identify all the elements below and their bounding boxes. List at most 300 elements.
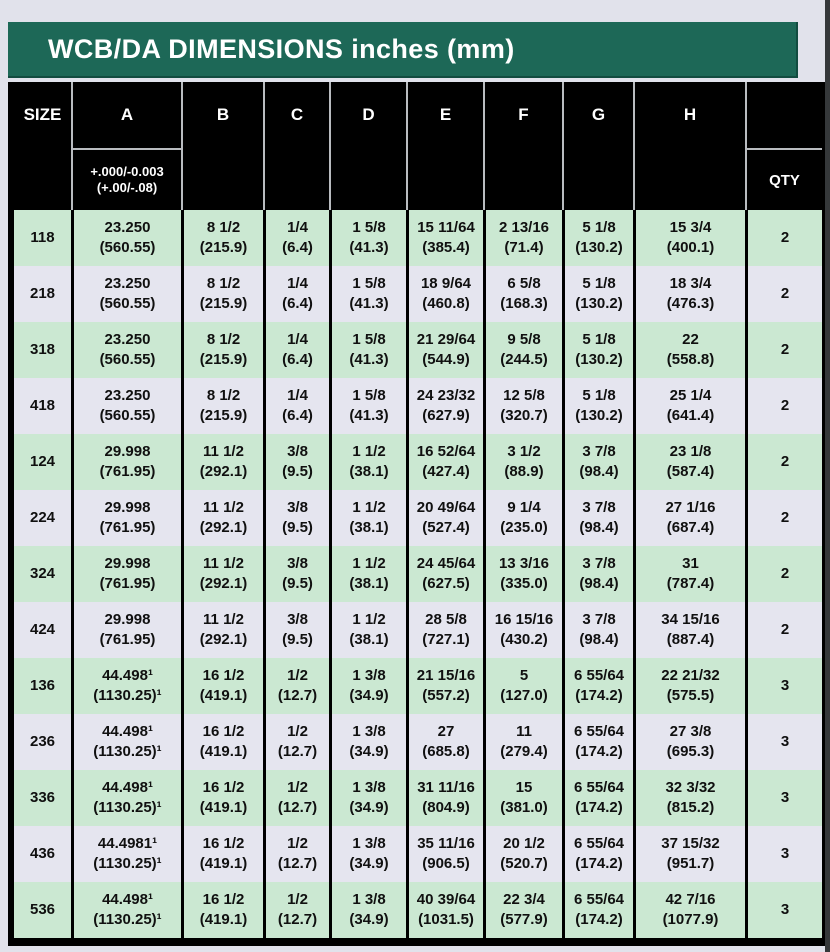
mm-value: (215.9): [199, 351, 248, 368]
mm-value: (804.9): [422, 799, 470, 816]
inches-value: 11 1/2: [203, 443, 244, 460]
mm-value: (41.3): [349, 239, 389, 256]
tolerance-mm: (+.00/-.08): [96, 180, 158, 195]
inches-value: 15 11/64: [417, 219, 475, 236]
inches-value: 1/2: [287, 891, 308, 908]
dim-c-cell: [263, 826, 329, 882]
dim-e-cell: [406, 546, 483, 602]
mm-value: (1130.25)¹: [93, 911, 162, 928]
size-cell: 136: [14, 658, 71, 714]
table-row: [14, 546, 822, 602]
mm-value: (235.0): [500, 519, 548, 536]
dim-g-cell: [562, 378, 633, 434]
qty-cell: 2: [745, 266, 822, 322]
dim-b-cell: [181, 602, 263, 658]
qty-cell: 3: [745, 826, 822, 882]
inches-value: 3/8: [287, 499, 308, 516]
inches-value: 44.498¹: [102, 723, 153, 740]
dim-h-cell: [633, 322, 745, 378]
dim-f-cell: [483, 490, 562, 546]
dim-b-cell: [181, 266, 263, 322]
mm-value: (560.55): [99, 295, 156, 312]
inches-value: 3 7/8: [582, 611, 616, 628]
mm-value: (560.55): [99, 407, 156, 424]
header-qty-spacer: [745, 82, 822, 148]
dim-g-cell: [562, 658, 633, 714]
mm-value: (787.4): [666, 575, 715, 592]
inches-value: 16 1/2: [202, 723, 245, 740]
inches-value: 11 1/2: [203, 555, 244, 572]
mm-value: (9.5): [282, 575, 313, 592]
header-col-a: A: [71, 82, 181, 148]
mm-value: (761.95): [99, 575, 156, 592]
dim-f-cell: [483, 658, 562, 714]
inches-value: 27 1/16: [665, 499, 716, 516]
inches-value: 32 3/32: [665, 779, 716, 796]
inches-value: 3 7/8: [582, 555, 616, 572]
dim-c-cell: [263, 546, 329, 602]
mm-value: (460.8): [422, 295, 470, 312]
mm-value: (38.1): [349, 631, 389, 648]
size-cell: 436: [14, 826, 71, 882]
inches-value: 6 55/64: [573, 667, 625, 684]
mm-value: (130.2): [575, 407, 623, 424]
dim-c-cell: [263, 490, 329, 546]
table-row: [14, 434, 822, 490]
inches-value: 1 3/8: [352, 667, 386, 684]
inches-value: 16 52/64: [416, 443, 476, 460]
mm-value: (558.8): [666, 351, 715, 368]
mm-value: (560.55): [99, 239, 156, 256]
mm-value: (951.7): [666, 855, 715, 872]
mm-value: (6.4): [282, 295, 313, 312]
mm-value: (320.7): [500, 407, 548, 424]
mm-value: (34.9): [349, 911, 389, 928]
mm-value: (527.4): [422, 519, 470, 536]
mm-value: (887.4): [666, 631, 715, 648]
table-row: [14, 378, 822, 434]
mm-value: (1130.25)¹: [93, 799, 162, 816]
qty-cell: 2: [745, 546, 822, 602]
table-row: [14, 714, 822, 770]
mm-value: (419.1): [199, 687, 248, 704]
mm-value: (292.1): [199, 575, 248, 592]
inches-value: 31 11/16: [417, 779, 475, 796]
table-row: [14, 602, 822, 658]
mm-value: (9.5): [282, 631, 313, 648]
table-row: [14, 770, 822, 826]
mm-value: (400.1): [666, 239, 715, 256]
dim-g-cell: [562, 434, 633, 490]
dim-e-cell: [406, 770, 483, 826]
inches-value: 44.498¹: [102, 779, 153, 796]
dim-a-cell: [71, 714, 181, 770]
mm-value: (71.4): [504, 239, 544, 256]
table-row: [14, 266, 822, 322]
dim-f-cell: [483, 826, 562, 882]
dim-f-cell: [483, 546, 562, 602]
mm-value: (761.95): [99, 463, 156, 480]
inches-value: 23.250: [104, 275, 151, 292]
dim-a-cell: [71, 210, 181, 266]
inches-value: 15: [515, 779, 533, 796]
inches-value: 1/4: [287, 331, 308, 348]
table-row: [14, 322, 822, 378]
mm-value: (34.9): [349, 855, 389, 872]
mm-value: (9.5): [282, 519, 313, 536]
dim-b-cell: [181, 434, 263, 490]
inches-value: 3 7/8: [582, 499, 616, 516]
dim-c-cell: [263, 210, 329, 266]
inches-value: 12 5/8: [503, 387, 545, 404]
inches-value: 1/4: [287, 275, 308, 292]
mm-value: (244.5): [500, 351, 548, 368]
dim-b-cell: [181, 322, 263, 378]
inches-value: 27 3/8: [669, 723, 712, 740]
mm-value: (761.95): [99, 519, 156, 536]
tolerance-inches: +.000/-0.003: [90, 164, 164, 179]
mm-value: (174.2): [575, 855, 623, 872]
size-cell: 318: [14, 322, 71, 378]
qty-cell: 3: [745, 882, 822, 938]
dim-a-cell: [71, 602, 181, 658]
mm-value: (12.7): [277, 855, 318, 872]
mm-value: (427.4): [422, 463, 470, 480]
header-col-h: H: [633, 82, 745, 148]
mm-value: (419.1): [199, 911, 248, 928]
dim-a-cell: [71, 322, 181, 378]
size-cell: 224: [14, 490, 71, 546]
size-cell: 324: [14, 546, 71, 602]
header-b-spacer: [181, 148, 263, 210]
inches-value: 3 7/8: [582, 443, 616, 460]
inches-value: 29.998: [104, 611, 151, 628]
dim-e-cell: [406, 826, 483, 882]
mm-value: (9.5): [282, 463, 313, 480]
inches-value: 5 1/8: [582, 219, 616, 236]
mm-value: (215.9): [199, 407, 248, 424]
inches-value: 42 7/16: [665, 891, 716, 908]
qty-cell: 2: [745, 434, 822, 490]
mm-value: (34.9): [349, 799, 389, 816]
mm-value: (627.9): [422, 407, 470, 424]
qty-cell: 2: [745, 378, 822, 434]
mm-value: (6.4): [282, 407, 313, 424]
header-a-tolerance: [71, 148, 181, 210]
dim-f-cell: [483, 434, 562, 490]
dim-a-cell: [71, 658, 181, 714]
header-e-spacer: [406, 148, 483, 210]
inches-value: 3/8: [287, 555, 308, 572]
inches-value: 1 5/8: [352, 387, 386, 404]
mm-value: (476.3): [666, 295, 715, 312]
mm-value: (419.1): [199, 743, 248, 760]
inches-value: 1 1/2: [352, 555, 386, 572]
inches-value: 5: [519, 667, 529, 684]
mm-value: (906.5): [422, 855, 470, 872]
inches-value: 8 1/2: [206, 275, 241, 292]
dim-g-cell: [562, 882, 633, 938]
mm-value: (1130.25)¹: [93, 855, 162, 872]
inches-value: 3 1/2: [507, 443, 541, 460]
mm-value: (695.3): [666, 743, 715, 760]
size-cell: 536: [14, 882, 71, 938]
inches-value: 16 1/2: [202, 891, 245, 908]
mm-value: (1077.9): [662, 911, 719, 928]
dim-a-cell: [71, 546, 181, 602]
size-cell: 424: [14, 602, 71, 658]
inches-value: 11 1/2: [203, 611, 244, 628]
mm-value: (215.9): [199, 239, 248, 256]
dim-e-cell: [406, 490, 483, 546]
dim-h-cell: [633, 490, 745, 546]
dim-d-cell: [329, 322, 406, 378]
inches-value: 27: [437, 723, 455, 740]
dim-a-cell: [71, 490, 181, 546]
dim-a-cell: [71, 434, 181, 490]
dim-g-cell: [562, 714, 633, 770]
inches-value: 16 15/16: [494, 611, 554, 628]
mm-value: (12.7): [277, 687, 318, 704]
dim-h-cell: [633, 882, 745, 938]
dim-d-cell: [329, 658, 406, 714]
inches-value: 29.998: [104, 555, 151, 572]
mm-value: (168.3): [500, 295, 548, 312]
size-cell: 124: [14, 434, 71, 490]
header-h-spacer: [633, 148, 745, 210]
dim-h-cell: [633, 378, 745, 434]
inches-value: 11: [516, 723, 532, 740]
inches-value: 18 9/64: [420, 275, 472, 292]
mm-value: (587.4): [666, 463, 715, 480]
dim-h-cell: [633, 826, 745, 882]
dim-d-cell: [329, 266, 406, 322]
dim-h-cell: [633, 434, 745, 490]
inches-value: 16 1/2: [202, 835, 245, 852]
inches-value: 29.998: [104, 499, 151, 516]
mm-value: (419.1): [199, 855, 248, 872]
dim-h-cell: [633, 546, 745, 602]
header-g-spacer: [562, 148, 633, 210]
inches-value: 16 1/2: [202, 779, 245, 796]
header-col-f: F: [483, 82, 562, 148]
header-size-spacer: [14, 148, 71, 210]
inches-value: 6 55/64: [573, 891, 625, 908]
table-row: [14, 826, 822, 882]
dim-c-cell: [263, 434, 329, 490]
inches-value: 1 5/8: [352, 275, 386, 292]
mm-value: (38.1): [349, 519, 389, 536]
mm-value: (727.1): [422, 631, 470, 648]
dim-a-cell: [71, 378, 181, 434]
header-qty: QTY: [745, 148, 822, 210]
dim-b-cell: [181, 490, 263, 546]
page-edge-border: [825, 0, 830, 952]
mm-value: (98.4): [579, 519, 619, 536]
qty-cell: 2: [745, 490, 822, 546]
mm-value: (38.1): [349, 463, 389, 480]
mm-value: (6.4): [282, 351, 313, 368]
qty-cell: 3: [745, 658, 822, 714]
inches-value: 15 3/4: [669, 219, 712, 236]
mm-value: (557.2): [422, 687, 470, 704]
dim-g-cell: [562, 266, 633, 322]
inches-value: 1 3/8: [352, 779, 386, 796]
mm-value: (41.3): [349, 407, 389, 424]
inches-value: 3/8: [287, 443, 308, 460]
table-row: [14, 882, 822, 938]
dim-g-cell: [562, 602, 633, 658]
dim-f-cell: [483, 714, 562, 770]
dim-d-cell: [329, 826, 406, 882]
dim-c-cell: [263, 266, 329, 322]
inches-value: 22 3/4: [503, 891, 545, 908]
mm-value: (174.2): [575, 687, 623, 704]
mm-value: (292.1): [199, 519, 248, 536]
dim-b-cell: [181, 770, 263, 826]
inches-value: 1/4: [287, 387, 308, 404]
size-cell: 218: [14, 266, 71, 322]
inches-value: 37 15/32: [661, 835, 720, 852]
dim-e-cell: [406, 434, 483, 490]
dim-g-cell: [562, 770, 633, 826]
page-title: WCB/DA DIMENSIONS inches (mm): [48, 33, 515, 64]
mm-value: (215.9): [199, 295, 248, 312]
dim-a-cell: [71, 882, 181, 938]
inches-value: 1 1/2: [352, 499, 386, 516]
inches-value: 23.250: [104, 219, 151, 236]
mm-value: (577.9): [500, 911, 548, 928]
table-header: [14, 82, 822, 210]
inches-value: 2 13/16: [498, 219, 550, 236]
inches-value: 6 5/8: [507, 275, 541, 292]
dim-b-cell: [181, 378, 263, 434]
dim-c-cell: [263, 770, 329, 826]
dim-a-cell: [71, 770, 181, 826]
dim-e-cell: [406, 378, 483, 434]
dim-f-cell: [483, 378, 562, 434]
dim-d-cell: [329, 882, 406, 938]
mm-value: (98.4): [579, 631, 619, 648]
mm-value: (385.4): [422, 239, 470, 256]
inches-value: 1 1/2: [352, 611, 386, 628]
inches-value: 8 1/2: [206, 387, 241, 404]
dim-b-cell: [181, 714, 263, 770]
mm-value: (560.55): [99, 351, 156, 368]
dim-d-cell: [329, 602, 406, 658]
inches-value: 9 5/8: [507, 331, 541, 348]
inches-value: 1/2: [287, 779, 308, 796]
dim-h-cell: [633, 714, 745, 770]
table-row: [14, 658, 822, 714]
dim-e-cell: [406, 210, 483, 266]
inches-value: 29.998: [104, 443, 151, 460]
mm-value: (98.4): [579, 575, 619, 592]
inches-value: 11 1/2: [203, 499, 244, 516]
dim-g-cell: [562, 210, 633, 266]
mm-value: (381.0): [500, 799, 548, 816]
dim-e-cell: [406, 322, 483, 378]
dim-h-cell: [633, 602, 745, 658]
dim-a-cell: [71, 266, 181, 322]
mm-value: (627.5): [422, 575, 470, 592]
inches-value: 28 5/8: [425, 611, 467, 628]
inches-value: 1/2: [287, 723, 308, 740]
dim-e-cell: [406, 602, 483, 658]
inches-value: 1/2: [287, 667, 308, 684]
dim-d-cell: [329, 714, 406, 770]
mm-value: (1130.25)¹: [93, 743, 162, 760]
mm-value: (12.7): [277, 743, 318, 760]
size-cell: 236: [14, 714, 71, 770]
inches-value: 1/4: [287, 219, 308, 236]
dim-h-cell: [633, 266, 745, 322]
mm-value: (130.2): [575, 351, 623, 368]
inches-value: 44.498¹: [102, 891, 153, 908]
dim-d-cell: [329, 546, 406, 602]
mm-value: (1130.25)¹: [93, 687, 162, 704]
inches-value: 5 1/8: [582, 331, 616, 348]
qty-cell: 3: [745, 714, 822, 770]
dim-g-cell: [562, 322, 633, 378]
inches-value: 34 15/16: [661, 611, 720, 628]
mm-value: (292.1): [199, 463, 248, 480]
qty-cell: 2: [745, 602, 822, 658]
mm-value: (520.7): [500, 855, 548, 872]
inches-value: 44.498¹: [102, 667, 153, 684]
inches-value: 23 1/8: [669, 443, 712, 460]
dim-b-cell: [181, 826, 263, 882]
dim-h-cell: [633, 658, 745, 714]
mm-value: (34.9): [349, 687, 389, 704]
mm-value: (685.8): [422, 743, 470, 760]
mm-value: (41.3): [349, 351, 389, 368]
mm-value: (12.7): [277, 911, 318, 928]
header-size: SIZE: [23, 105, 62, 124]
dim-f-cell: [483, 210, 562, 266]
inches-value: 23.250: [104, 387, 151, 404]
mm-value: (6.4): [282, 239, 313, 256]
mm-value: (130.2): [575, 239, 623, 256]
header-d-spacer: [329, 148, 406, 210]
inches-value: 6 55/64: [573, 835, 625, 852]
header-col-b: B: [181, 82, 263, 148]
dim-h-cell: [633, 770, 745, 826]
dim-e-cell: [406, 714, 483, 770]
inches-value: 6 55/64: [573, 779, 625, 796]
inches-value: 8 1/2: [206, 331, 241, 348]
dim-e-cell: [406, 266, 483, 322]
inches-value: 22: [682, 331, 699, 348]
inches-value: 1 5/8: [352, 219, 386, 236]
mm-value: (335.0): [500, 575, 548, 592]
dimensions-table: [8, 82, 828, 946]
dim-f-cell: [483, 266, 562, 322]
mm-value: (575.5): [666, 687, 715, 704]
header-col-e: E: [406, 82, 483, 148]
mm-value: (88.9): [504, 463, 544, 480]
inches-value: 1 3/8: [352, 723, 386, 740]
inches-value: 1 5/8: [352, 331, 386, 348]
mm-value: (127.0): [500, 687, 548, 704]
inches-value: 1 3/8: [352, 891, 386, 908]
mm-value: (174.2): [575, 799, 623, 816]
mm-value: (641.4): [666, 407, 715, 424]
header-col-c: C: [263, 82, 329, 148]
inches-value: 24 45/64: [416, 555, 476, 572]
inches-value: 5 1/8: [582, 387, 616, 404]
table-row: [14, 490, 822, 546]
